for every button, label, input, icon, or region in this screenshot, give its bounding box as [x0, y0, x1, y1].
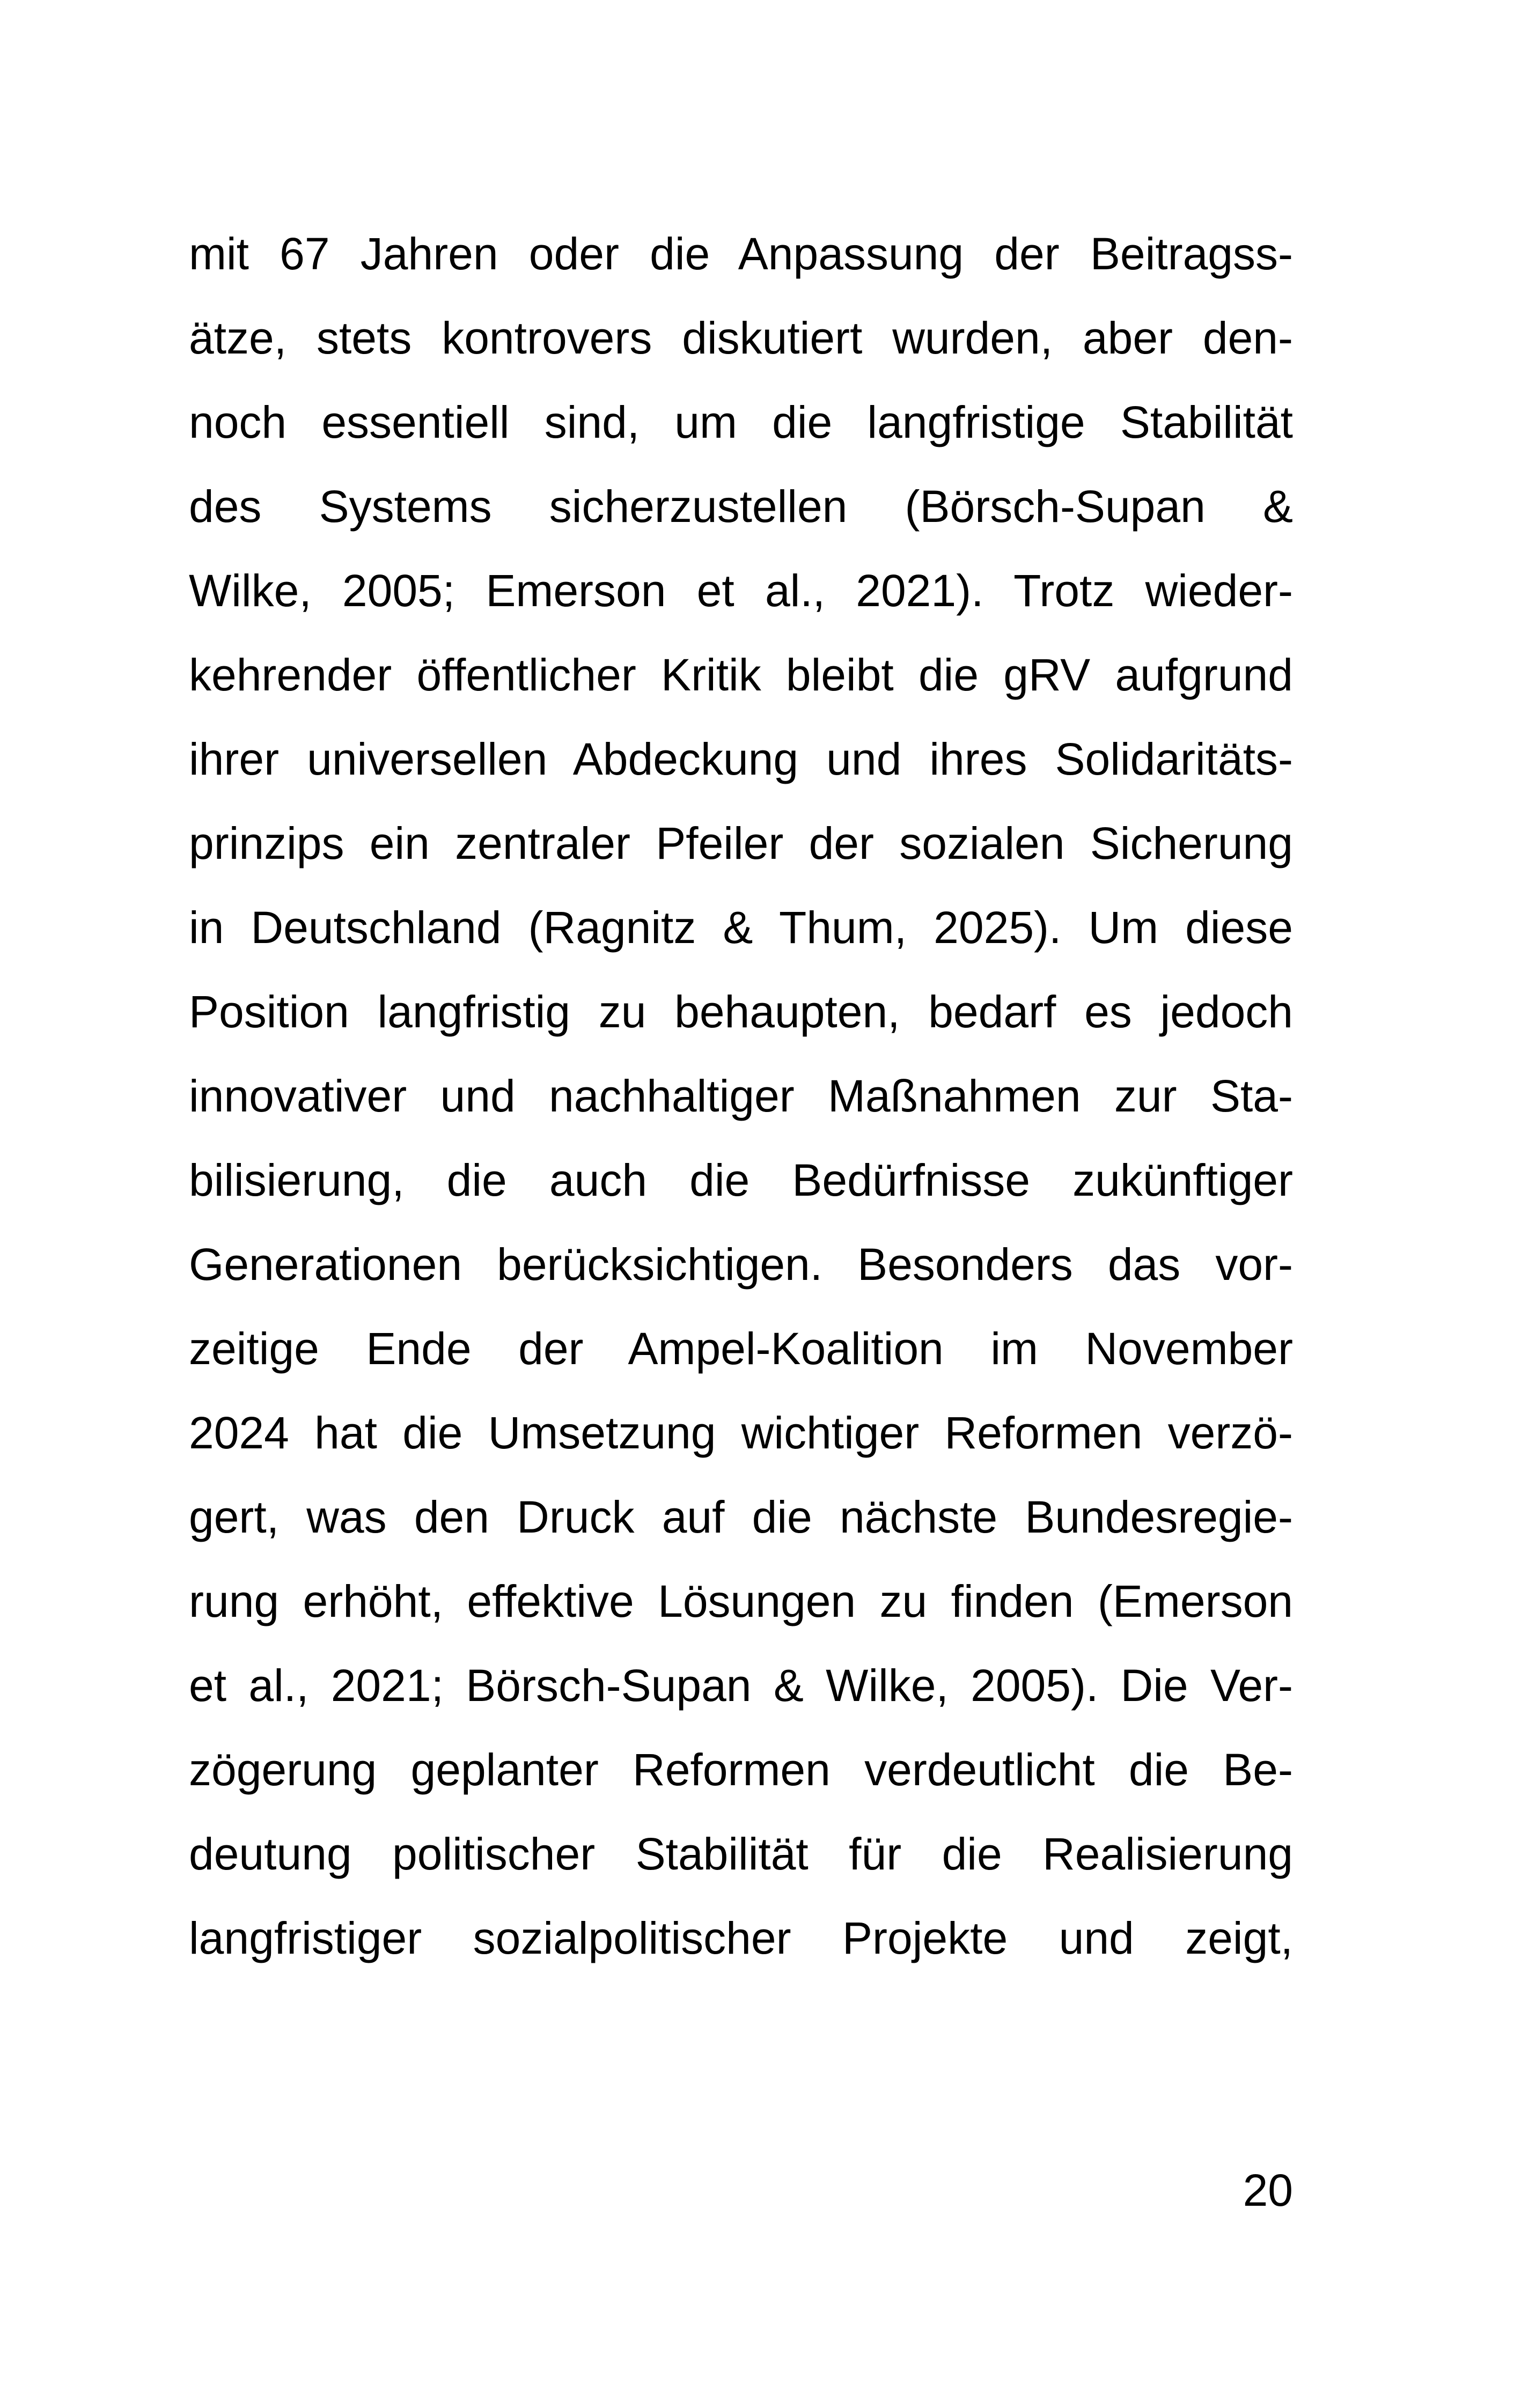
page-number: 20 [1243, 2165, 1293, 2215]
text-line: et al., 2021; Börsch-Supan & Wilke, 2005). Die Ver- [189, 1660, 1293, 1711]
text-line: gert, was den Druck auf die nächste Bundesregie- [189, 1492, 1293, 1542]
text-line: in Deutschland (Ragnitz & Thum, 2025). Um diese [189, 902, 1293, 953]
text-line: mit 67 Jahren oder die Anpassung der Beitragss- [189, 229, 1293, 279]
text-line: zeitige Ende der Ampel-Koalition im November [189, 1323, 1293, 1374]
text-line: noch essentiell sind, um die langfristige Stabilität [189, 397, 1293, 447]
text-line: bilisierung, die auch die Bedürfnisse zukünftiger [189, 1155, 1293, 1205]
text-line: Wilke, 2005; Emerson et al., 2021). Trotz wieder- [189, 565, 1293, 616]
text-line: des Systems sicherzustellen (Börsch-Supan & [189, 481, 1293, 532]
text-line: ihrer universellen Abdeckung und ihres Solidaritäts- [189, 734, 1293, 784]
text-line: innovativer und nachhaltiger Maßnahmen zur Sta- [189, 1071, 1293, 1121]
text-line: Position langfristig zu behaupten, bedarf es jedoch [189, 986, 1293, 1037]
text-line: 2024 hat die Umsetzung wichtiger Reformen verzö- [189, 1408, 1293, 1458]
text-line: langfristiger sozialpolitischer Projekte und zeigt, [189, 1913, 1293, 1963]
body-text [189, 212, 1293, 1980]
text-line: zögerung geplanter Reformen verdeutlicht die Be- [189, 1744, 1293, 1795]
text-line: rung erhöht, effektive Lösungen zu finden (Emerson [189, 1576, 1293, 1626]
text-line: ätze, stets kontrovers diskutiert wurden, aber den- [189, 313, 1293, 363]
text-line: deutung politischer Stabilität für die Realisierung [189, 1829, 1293, 1879]
text-line: kehrender öffentlicher Kritik bleibt die gRV aufgrund [189, 650, 1293, 700]
text-line: prinzips ein zentraler Pfeiler der sozialen Sicherung [189, 818, 1293, 868]
text-line: Generationen berücksichtigen. Besonders das vor- [189, 1239, 1293, 1290]
